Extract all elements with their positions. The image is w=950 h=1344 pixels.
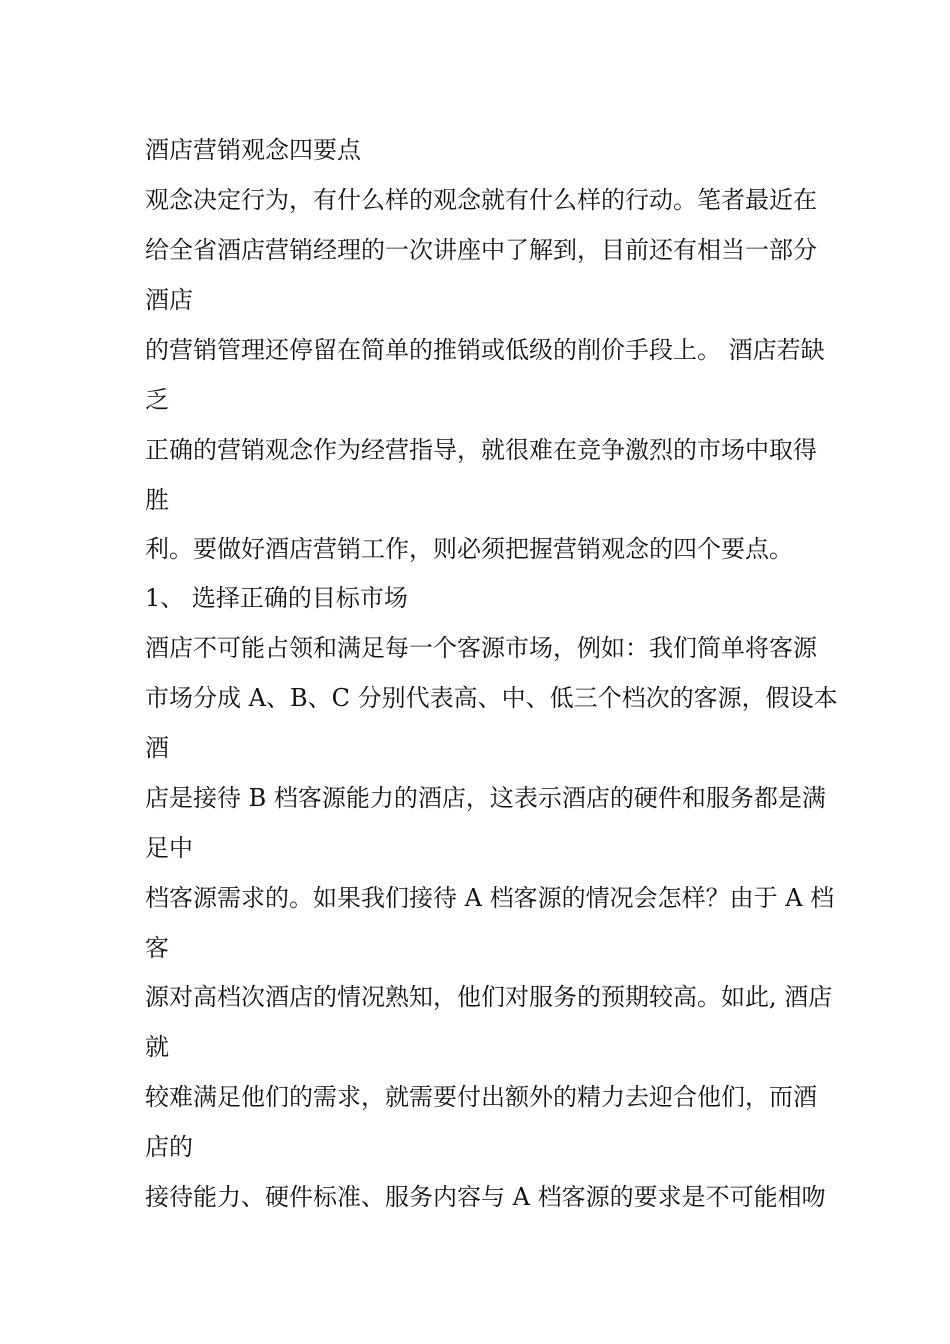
body-line: 店的 <box>145 1133 193 1161</box>
body-line: 乏 <box>145 386 169 414</box>
body-line: 较难满足他们的需求，就需要付出额外的精力去迎合他们，而酒 <box>145 1083 817 1111</box>
body-line: 酒店不可能占领和满足每一个客源市场，例如：我们简单将客源 <box>145 634 817 662</box>
body-line: 店是接待 B 档客源能力的酒店，这表示酒店的硬件和服务都是满 <box>145 784 826 812</box>
body-line: 市场分成 A、B、C 分别代表高、中、低三个档次的客源，假设本 <box>145 684 838 712</box>
body-line: 档客源需求的。如果我们接待 A 档客源的情况会怎样？由于 A 档 <box>145 884 835 912</box>
document-title: 酒店营销观念四要点 <box>145 136 361 164</box>
body-line: 利。要做好酒店营销工作，则必须把握营销观念的四个要点。 <box>145 535 793 563</box>
body-line: 胜 <box>145 486 169 514</box>
body-line: 源对高档次酒店的情况熟知，他们对服务的预期较高。如此, 酒店 <box>145 983 833 1011</box>
body-line: 接待能力、硬件标准、服务内容与 A 档客源的要求是不可能相吻 <box>145 1183 826 1211</box>
body-line: 客 <box>145 934 169 962</box>
section-heading: 1、 选择正确的目标市场 <box>145 584 408 612</box>
body-line: 就 <box>145 1033 169 1061</box>
body-line: 给全省酒店营销经理的一次讲座中了解到，目前还有相当一部分 <box>145 236 817 264</box>
body-line: 的营销管理还停留在简单的推销或低级的削价手段上。 酒店若缺 <box>145 336 825 364</box>
body-line: 足中 <box>145 834 193 862</box>
body-line: 正确的营销观念作为经营指导，就很难在竞争激烈的市场中取得 <box>145 436 817 464</box>
body-line: 观念决定行为，有什么样的观念就有什么样的行动。笔者最近在 <box>145 186 817 214</box>
body-line: 酒店 <box>145 286 193 314</box>
body-line: 酒 <box>145 734 169 762</box>
